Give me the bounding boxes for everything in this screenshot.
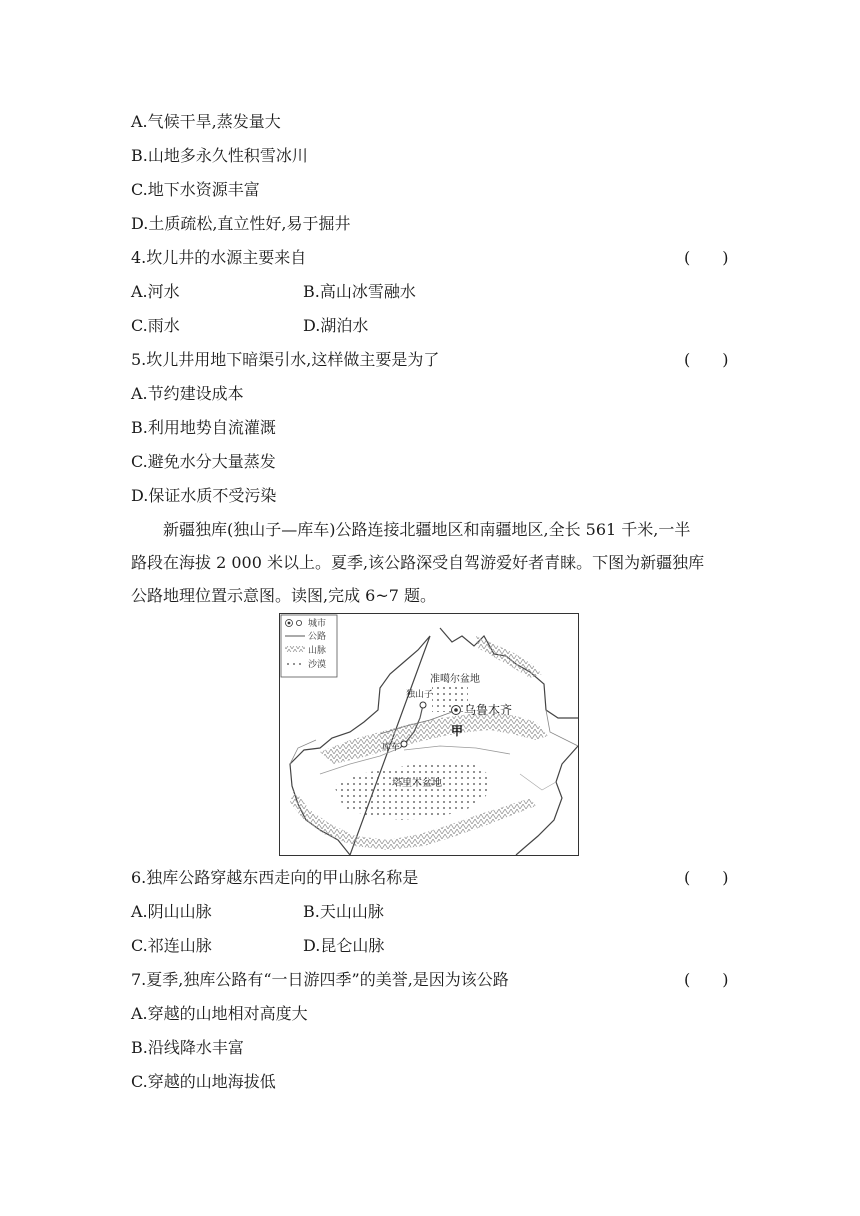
passage-line-2: 路段在海拔 2 000 米以上。夏季,该公路深受自驾游爱好者青睐。下图为新疆独库 [131, 553, 705, 572]
dushanzi-label: 独山子 [406, 690, 434, 700]
q7-answer-blank: ( ) [684, 970, 729, 989]
legend-mountain-label: 山脉 [308, 646, 327, 656]
q7-stem: 7.夏季,独库公路有“一日游四季”的美誉,是因为该公路 [131, 970, 509, 989]
map-legend [281, 615, 337, 677]
q6-option-d: D.昆仑山脉 [303, 936, 385, 955]
q3-option-c: C.地下水资源丰富 [131, 180, 260, 199]
q4-option-d: D.湖泊水 [303, 316, 369, 335]
q5-option-b: B.利用地势自流灌溉 [131, 418, 276, 437]
q3-option-d: D.土质疏松,直立性好,易于掘井 [131, 214, 351, 233]
kuche-city-marker [401, 741, 407, 747]
q3-option-a: A.气候干旱,蒸发量大 [131, 112, 281, 131]
q4-stem: 4.坎儿井的水源主要来自 [131, 248, 307, 267]
tianshan-range [320, 712, 548, 764]
junggar-desert [432, 686, 468, 712]
q6-option-c: C.祁连山脉 [131, 936, 212, 955]
q7-option-c: C.穿越的山地海拔低 [131, 1072, 276, 1091]
q6-option-b: B.天山山脉 [303, 902, 384, 921]
q3-option-b: B.山地多永久性积雪冰川 [131, 146, 308, 165]
q7-option-b: B.沿线降水丰富 [131, 1038, 244, 1057]
q5-option-c: C.避免水分大量蒸发 [131, 452, 276, 471]
taklamakan-desert [334, 762, 490, 820]
passage-line-3: 公路地理位置示意图。读图,完成 6~7 题。 [131, 586, 437, 605]
kuche-label: 库车 [382, 743, 401, 753]
altai-range [476, 636, 542, 678]
legend-road-label: 公路 [308, 632, 327, 642]
q5-stem: 5.坎儿井用地下暗渠引水,这样做主要是为了 [131, 350, 440, 369]
legend-city-label: 城市 [308, 619, 327, 629]
q4-answer-blank: ( ) [684, 248, 729, 267]
q4-option-c: C.雨水 [131, 316, 180, 335]
q5-option-a: A.节约建设成本 [131, 384, 244, 403]
dushanzi-city-marker [420, 702, 426, 708]
q6-stem: 6.独库公路穿越东西走向的甲山脉名称是 [131, 868, 419, 887]
xinjiang-duku-road-map [279, 613, 579, 856]
q4-option-a: A.河水 [131, 282, 180, 301]
urumqi-label: 乌鲁木齐 [464, 703, 513, 717]
junggar-basin-label: 准噶尔盆地 [430, 674, 480, 685]
q6-option-a: A.阴山山脉 [131, 902, 212, 921]
passage-line-1: 新疆独库(独山子—库车)公路连接北疆地区和南疆地区,全长 561 千米,一半 [163, 520, 691, 539]
q6-answer-blank: ( ) [684, 868, 729, 887]
q4-option-b: B.高山冰雪融水 [303, 282, 416, 301]
legend-desert-label: 沙漠 [308, 660, 327, 670]
q5-option-d: D.保证水质不受污染 [131, 486, 277, 505]
q5-answer-blank: ( ) [684, 350, 729, 369]
jia-mountain-label: 甲 [451, 724, 464, 738]
tarim-basin-label: 塔里木盆地 [392, 778, 442, 789]
q7-option-a: A.穿越的山地相对高度大 [131, 1004, 308, 1023]
